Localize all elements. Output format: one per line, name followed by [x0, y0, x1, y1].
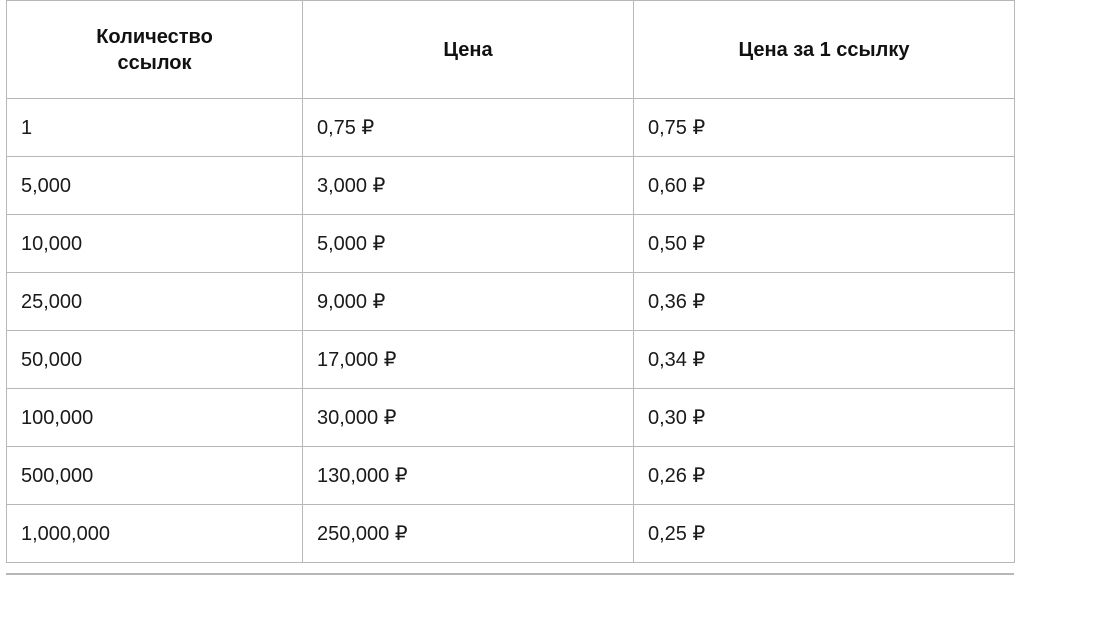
cell-link-count: 50,000 [7, 331, 303, 389]
cell-price: 30,000 ₽ [303, 389, 634, 447]
table-row [7, 157, 1015, 215]
cell-price-per-link: 0,30 ₽ [634, 389, 1015, 447]
column-header-price-line1: Цена [443, 38, 493, 61]
column-header-link-count-line2: ссылок [117, 51, 192, 74]
table-row [7, 273, 1015, 331]
cell-price: 5,000 ₽ [303, 215, 634, 273]
cell-price-per-link: 0,34 ₽ [634, 331, 1015, 389]
table-header [7, 1, 1015, 99]
table-row [7, 389, 1015, 447]
table-row [7, 447, 1015, 505]
cell-price: 0,75 ₽ [303, 99, 634, 157]
cell-price: 130,000 ₽ [303, 447, 634, 505]
table-row [7, 99, 1015, 157]
cell-price-per-link: 0,36 ₽ [634, 273, 1015, 331]
table-bottom-rule [6, 573, 1014, 575]
table-body [7, 99, 1015, 563]
cell-link-count: 1 [7, 99, 303, 157]
table-header-row [7, 1, 1015, 99]
table-row [7, 215, 1015, 273]
cell-price: 9,000 ₽ [303, 273, 634, 331]
table-row [7, 331, 1015, 389]
cell-price: 17,000 ₽ [303, 331, 634, 389]
cell-price-per-link: 0,26 ₽ [634, 447, 1015, 505]
column-header-price-per-link-line1: Цена за 1 ссылку [738, 38, 910, 61]
cell-price-per-link: 0,75 ₽ [634, 99, 1015, 157]
cell-price-per-link: 0,50 ₽ [634, 215, 1015, 273]
pricing-table [6, 0, 1015, 563]
cell-link-count: 500,000 [7, 447, 303, 505]
column-header-price [303, 1, 634, 99]
column-header-link-count [7, 1, 303, 99]
cell-price-per-link: 0,25 ₽ [634, 505, 1015, 563]
table-row [7, 505, 1015, 563]
cell-price: 3,000 ₽ [303, 157, 634, 215]
cell-link-count: 100,000 [7, 389, 303, 447]
cell-link-count: 25,000 [7, 273, 303, 331]
cell-price: 250,000 ₽ [303, 505, 634, 563]
cell-price-per-link: 0,60 ₽ [634, 157, 1015, 215]
cell-link-count: 5,000 [7, 157, 303, 215]
cell-link-count: 1,000,000 [7, 505, 303, 563]
column-header-link-count-line1: Количество [96, 25, 213, 48]
column-header-price-per-link [634, 1, 1015, 99]
cell-link-count: 10,000 [7, 215, 303, 273]
